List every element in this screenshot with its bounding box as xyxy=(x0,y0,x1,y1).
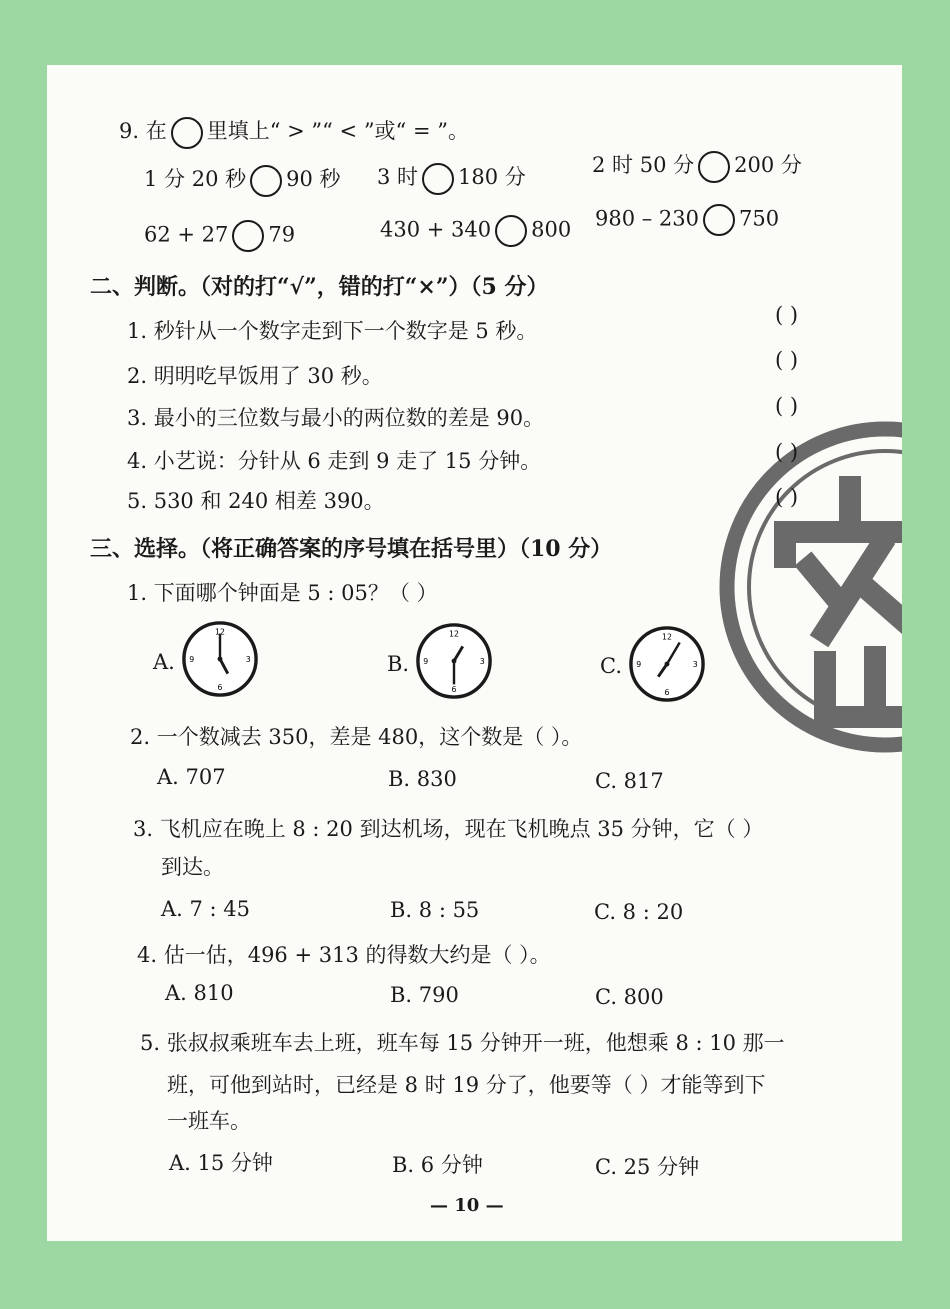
s3-q3-option-b[interactable]: B. 8 : 55 xyxy=(390,898,480,922)
clock-a-icon xyxy=(181,620,259,698)
clock-number: 12 xyxy=(662,632,672,642)
answer-parens[interactable]: ( ) xyxy=(775,394,799,418)
q9-item-6: 980 – 230 750 xyxy=(595,204,779,236)
q9-item-2: 3 时 180 分 xyxy=(377,161,526,195)
answer-circle[interactable] xyxy=(250,165,282,197)
s3-q2-option-b[interactable]: B. 830 xyxy=(388,767,457,791)
s3-q5-text-line3: 一班车。 xyxy=(167,1109,251,1133)
answer-circle[interactable] xyxy=(703,204,735,236)
clock-number: 6 xyxy=(451,685,457,695)
clock-number: 3 xyxy=(692,659,698,669)
answer-circle[interactable] xyxy=(495,215,527,247)
clock-number: 9 xyxy=(636,659,642,669)
s3-q2-text: 2. 一个数减去 350，差是 480，这个数是（ ）。 xyxy=(130,725,583,749)
answer-parens[interactable]: ( ) xyxy=(775,485,799,509)
s3-q5-text-line2: 班，可他到站时，已经是 8 时 19 分了，他要等（ ）才能等到下 xyxy=(167,1073,766,1097)
answer-circle[interactable] xyxy=(698,151,730,183)
clock-number: 9 xyxy=(189,654,195,664)
s3-q4-text: 4. 估一估，496 + 313 的得数大约是（ ）。 xyxy=(137,943,551,967)
s3-q1-option-c[interactable]: C. xyxy=(600,654,622,678)
s3-q2-option-c[interactable]: C. 817 xyxy=(595,769,664,793)
section2-item-1: 1. 秒针从一个数字走到下一个数字是 5 秒。 xyxy=(127,319,538,343)
s3-q3-text-line2: 到达。 xyxy=(161,855,224,879)
s3-q1-option-b[interactable]: B. xyxy=(387,652,410,676)
s3-q5-option-b[interactable]: B. 6 分钟 xyxy=(392,1153,483,1177)
worksheet-page xyxy=(47,65,902,1241)
s3-q5-option-c[interactable]: C. 25 分钟 xyxy=(595,1155,700,1179)
section2-item-5: 5. 530 和 240 相差 390。 xyxy=(127,489,385,513)
s3-q2-option-a[interactable]: A. 707 xyxy=(157,765,226,789)
section2-item-4: 4. 小艺说：分针从 6 走到 9 走了 15 分钟。 xyxy=(127,449,542,473)
s3-q4-option-b[interactable]: B. 790 xyxy=(390,983,459,1007)
s3-q4-option-a[interactable]: A. 810 xyxy=(165,981,234,1005)
answer-parens[interactable]: ( ) xyxy=(775,348,799,372)
clock-number: 3 xyxy=(479,656,485,666)
answer-circle[interactable] xyxy=(232,220,264,252)
s3-q5-option-a[interactable]: A. 15 分钟 xyxy=(169,1151,273,1175)
s3-q1-text: 1. 下面哪个钟面是 5 : 05？（ ） xyxy=(127,581,438,605)
s3-q3-text-line1: 3. 飞机应在晚上 8 : 20 到达机场，现在飞机晚点 35 分钟，它（ ） xyxy=(133,817,764,841)
q9-item-4: 62 + 27 79 xyxy=(144,220,295,252)
clock-number: 6 xyxy=(217,683,223,693)
section2-title: 二、判断。（对的打“√”，错的打“×”）（5 分） xyxy=(90,274,549,300)
s3-q3-option-a[interactable]: A. 7 : 45 xyxy=(161,897,251,921)
answer-parens[interactable]: ( ) xyxy=(775,303,799,327)
clock-b-icon xyxy=(415,622,493,700)
clock-c-icon xyxy=(628,625,706,703)
q9-item-1: 1 分 20 秒 90 秒 xyxy=(144,163,341,197)
section2-item-2: 2. 明明吃早饭用了 30 秒。 xyxy=(127,364,383,388)
s3-q5-text-line1: 5. 张叔叔乘班车去上班，班车每 15 分钟开一班，他想乘 8 : 10 那一 xyxy=(140,1031,785,1055)
clock-number: 6 xyxy=(664,688,670,698)
clock-number: 12 xyxy=(215,627,225,637)
s3-q3-option-c[interactable]: C. 8 : 20 xyxy=(594,900,684,924)
answer-circle[interactable] xyxy=(422,163,454,195)
clock-number: 3 xyxy=(245,654,251,664)
answer-parens[interactable]: ( ) xyxy=(775,440,799,464)
answer-circle[interactable] xyxy=(171,117,203,149)
q9-item-3: 2 时 50 分 200 分 xyxy=(592,149,802,183)
q9-prompt: 9. 在 里填上“ > ”“ < ”或“ = ”。 xyxy=(119,115,469,149)
clock-number: 12 xyxy=(449,629,459,639)
s3-q4-option-c[interactable]: C. 800 xyxy=(595,985,664,1009)
confidential-seal-icon xyxy=(715,417,902,757)
q9-item-5: 430 + 340 800 xyxy=(380,215,571,247)
section2-item-3: 3. 最小的三位数与最小的两位数的差是 90。 xyxy=(127,406,545,430)
section3-title: 三、选择。（将正确答案的序号填在括号里）（10 分） xyxy=(90,536,613,562)
s3-q1-option-a[interactable]: A. xyxy=(153,650,175,674)
clock-number: 9 xyxy=(423,656,429,666)
page-number: — 10 — xyxy=(430,1195,504,1216)
